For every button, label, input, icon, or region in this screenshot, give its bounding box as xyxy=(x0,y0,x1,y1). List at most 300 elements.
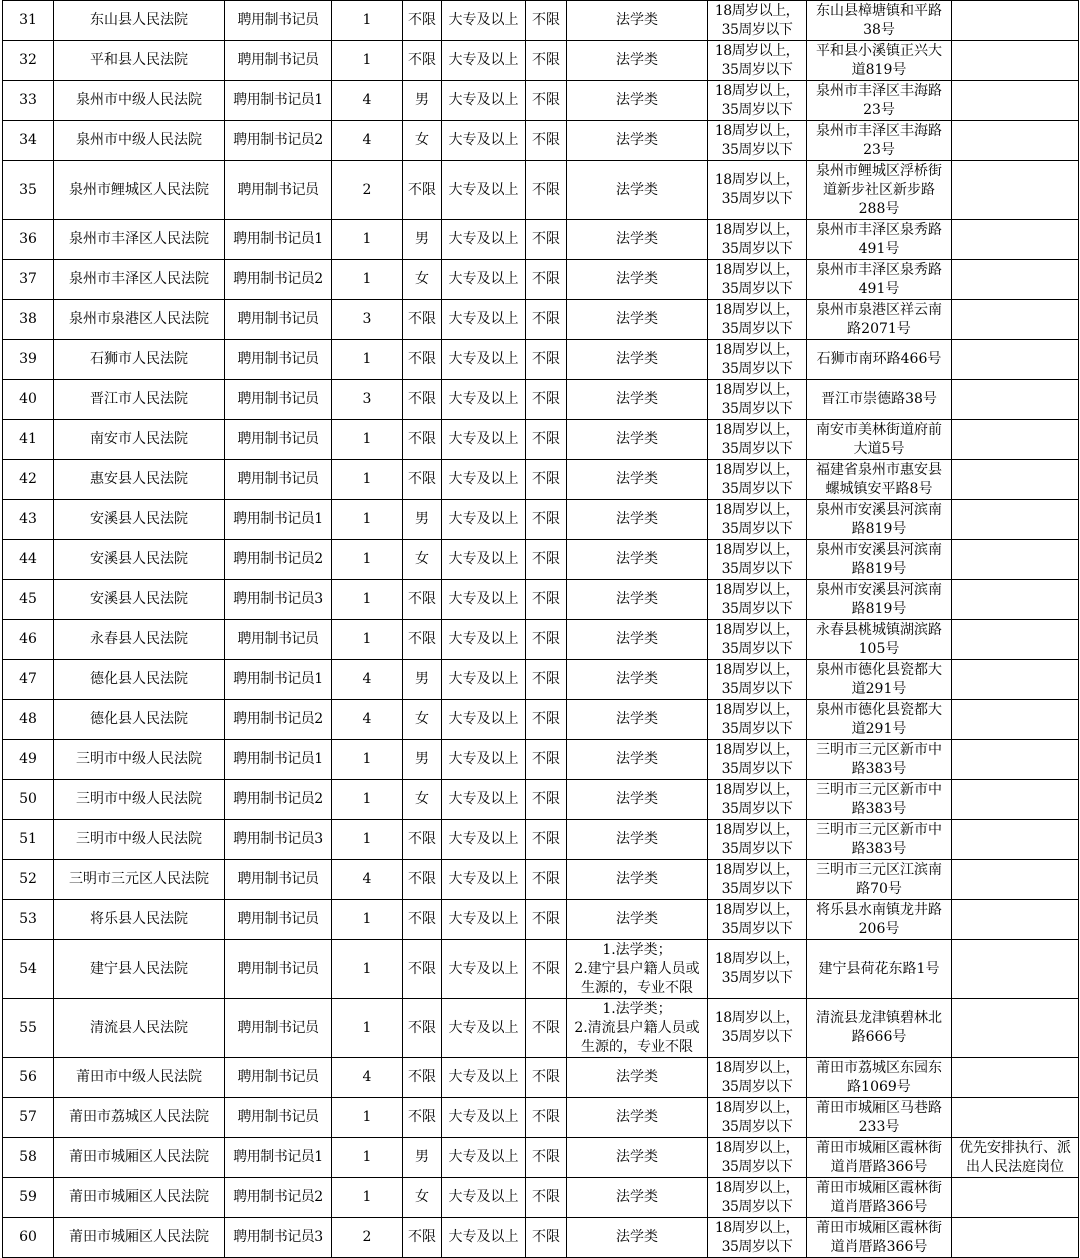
court-address: 将乐县水南镇龙井路 206号 xyxy=(807,900,952,940)
row-number: 60 xyxy=(3,1218,54,1258)
court-address: 泉州市泉港区祥云南 路2071号 xyxy=(807,300,952,340)
row-number: 46 xyxy=(3,620,54,660)
gender-requirement: 男 xyxy=(403,220,442,260)
row-number: 50 xyxy=(3,780,54,820)
position-name: 聘用制书记员 xyxy=(225,420,332,460)
row-number: 37 xyxy=(3,260,54,300)
remarks xyxy=(952,340,1079,380)
court-address: 泉州市德化县瓷都大 道291号 xyxy=(807,700,952,740)
gender-requirement: 不限 xyxy=(403,420,442,460)
row-number: 33 xyxy=(3,81,54,121)
gender-requirement: 女 xyxy=(403,700,442,740)
court-address: 清流县龙津镇碧林北 路666号 xyxy=(807,999,952,1058)
degree-requirement: 不限 xyxy=(526,260,567,300)
major-requirement: 法学类 xyxy=(567,860,708,900)
hire-count: 1 xyxy=(332,900,403,940)
position-name: 聘用制书记员1 xyxy=(225,500,332,540)
court-name: 德化县人民法院 xyxy=(54,700,225,740)
age-requirement: 18周岁以上， 35周岁以下 xyxy=(708,420,807,460)
remarks xyxy=(952,660,1079,700)
row-number: 41 xyxy=(3,420,54,460)
court-name: 莆田市城厢区人民法院 xyxy=(54,1178,225,1218)
position-name: 聘用制书记员2 xyxy=(225,121,332,161)
education-requirement: 大专及以上 xyxy=(442,860,526,900)
major-requirement: 法学类 xyxy=(567,1178,708,1218)
position-name: 聘用制书记员 xyxy=(225,860,332,900)
major-requirement: 法学类 xyxy=(567,81,708,121)
age-requirement: 18周岁以上， 35周岁以下 xyxy=(708,940,807,999)
court-name: 平和县人民法院 xyxy=(54,41,225,81)
table-row xyxy=(3,660,1079,700)
age-requirement: 18周岁以上， 35周岁以下 xyxy=(708,161,807,220)
gender-requirement: 不限 xyxy=(403,460,442,500)
court-name: 清流县人民法院 xyxy=(54,999,225,1058)
hire-count: 1 xyxy=(332,1178,403,1218)
gender-requirement: 不限 xyxy=(403,1,442,41)
major-requirement: 法学类 xyxy=(567,820,708,860)
position-name: 聘用制书记员 xyxy=(225,340,332,380)
hire-count: 1 xyxy=(332,340,403,380)
hire-count: 4 xyxy=(332,860,403,900)
court-address: 永春县桃城镇湖滨路 105号 xyxy=(807,620,952,660)
age-requirement: 18周岁以上， 35周岁以下 xyxy=(708,460,807,500)
gender-requirement: 男 xyxy=(403,1138,442,1178)
major-requirement: 1.法学类； 2.建宁县户籍人员或 生源的，专业不限 xyxy=(567,940,708,999)
major-requirement: 法学类 xyxy=(567,260,708,300)
major-requirement: 法学类 xyxy=(567,420,708,460)
remarks xyxy=(952,121,1079,161)
major-requirement: 法学类 xyxy=(567,740,708,780)
education-requirement: 大专及以上 xyxy=(442,999,526,1058)
remarks xyxy=(952,620,1079,660)
table-row xyxy=(3,420,1079,460)
major-requirement: 法学类 xyxy=(567,380,708,420)
table-row xyxy=(3,1,1079,41)
degree-requirement: 不限 xyxy=(526,700,567,740)
court-name: 德化县人民法院 xyxy=(54,660,225,700)
court-address: 石狮市南环路466号 xyxy=(807,340,952,380)
court-name: 建宁县人民法院 xyxy=(54,940,225,999)
gender-requirement: 男 xyxy=(403,740,442,780)
position-name: 聘用制书记员 xyxy=(225,380,332,420)
age-requirement: 18周岁以上， 35周岁以下 xyxy=(708,860,807,900)
education-requirement: 大专及以上 xyxy=(442,220,526,260)
court-address: 三明市三元区新市中 路383号 xyxy=(807,780,952,820)
table-row xyxy=(3,1138,1079,1178)
row-number: 59 xyxy=(3,1178,54,1218)
age-requirement: 18周岁以上， 35周岁以下 xyxy=(708,1218,807,1258)
age-requirement: 18周岁以上， 35周岁以下 xyxy=(708,81,807,121)
degree-requirement: 不限 xyxy=(526,740,567,780)
row-number: 58 xyxy=(3,1138,54,1178)
gender-requirement: 不限 xyxy=(403,580,442,620)
remarks xyxy=(952,460,1079,500)
remarks xyxy=(952,940,1079,999)
age-requirement: 18周岁以上， 35周岁以下 xyxy=(708,740,807,780)
education-requirement: 大专及以上 xyxy=(442,660,526,700)
remarks xyxy=(952,1,1079,41)
hire-count: 1 xyxy=(332,420,403,460)
court-name: 将乐县人民法院 xyxy=(54,900,225,940)
table-row xyxy=(3,500,1079,540)
degree-requirement: 不限 xyxy=(526,121,567,161)
age-requirement: 18周岁以上， 35周岁以下 xyxy=(708,220,807,260)
education-requirement: 大专及以上 xyxy=(442,500,526,540)
major-requirement: 法学类 xyxy=(567,161,708,220)
gender-requirement: 不限 xyxy=(403,900,442,940)
remarks xyxy=(952,540,1079,580)
age-requirement: 18周岁以上， 35周岁以下 xyxy=(708,1,807,41)
major-requirement: 法学类 xyxy=(567,300,708,340)
education-requirement: 大专及以上 xyxy=(442,1,526,41)
hire-count: 1 xyxy=(332,820,403,860)
hire-count: 1 xyxy=(332,940,403,999)
table-row xyxy=(3,41,1079,81)
remarks xyxy=(952,860,1079,900)
table-row xyxy=(3,700,1079,740)
education-requirement: 大专及以上 xyxy=(442,380,526,420)
court-address: 福建省泉州市惠安县 螺城镇安平路8号 xyxy=(807,460,952,500)
age-requirement: 18周岁以上， 35周岁以下 xyxy=(708,820,807,860)
table-row xyxy=(3,580,1079,620)
degree-requirement: 不限 xyxy=(526,41,567,81)
education-requirement: 大专及以上 xyxy=(442,740,526,780)
row-number: 54 xyxy=(3,940,54,999)
row-number: 31 xyxy=(3,1,54,41)
row-number: 55 xyxy=(3,999,54,1058)
court-address: 泉州市丰泽区丰海路 23号 xyxy=(807,121,952,161)
major-requirement: 法学类 xyxy=(567,780,708,820)
hire-count: 1 xyxy=(332,620,403,660)
court-address: 莆田市荔城区东园东 路1069号 xyxy=(807,1058,952,1098)
court-name: 三明市中级人民法院 xyxy=(54,820,225,860)
education-requirement: 大专及以上 xyxy=(442,580,526,620)
court-name: 晋江市人民法院 xyxy=(54,380,225,420)
position-name: 聘用制书记员3 xyxy=(225,580,332,620)
table-row xyxy=(3,380,1079,420)
major-requirement: 法学类 xyxy=(567,220,708,260)
gender-requirement: 不限 xyxy=(403,300,442,340)
row-number: 57 xyxy=(3,1098,54,1138)
row-number: 34 xyxy=(3,121,54,161)
row-number: 56 xyxy=(3,1058,54,1098)
table-row xyxy=(3,940,1079,999)
gender-requirement: 女 xyxy=(403,540,442,580)
court-address: 泉州市丰泽区泉秀路 491号 xyxy=(807,220,952,260)
remarks xyxy=(952,1058,1079,1098)
court-name: 三明市中级人民法院 xyxy=(54,780,225,820)
court-address: 东山县樟塘镇和平路 38号 xyxy=(807,1,952,41)
major-requirement: 法学类 xyxy=(567,580,708,620)
recruitment-table xyxy=(2,0,1079,1258)
row-number: 51 xyxy=(3,820,54,860)
hire-count: 1 xyxy=(332,260,403,300)
remarks xyxy=(952,740,1079,780)
gender-requirement: 不限 xyxy=(403,999,442,1058)
degree-requirement: 不限 xyxy=(526,780,567,820)
degree-requirement: 不限 xyxy=(526,81,567,121)
table-row xyxy=(3,1058,1079,1098)
position-name: 聘用制书记员2 xyxy=(225,540,332,580)
age-requirement: 18周岁以上， 35周岁以下 xyxy=(708,900,807,940)
court-name: 安溪县人民法院 xyxy=(54,500,225,540)
hire-count: 3 xyxy=(332,380,403,420)
table-row xyxy=(3,1178,1079,1218)
table-row xyxy=(3,999,1079,1058)
degree-requirement: 不限 xyxy=(526,161,567,220)
gender-requirement: 不限 xyxy=(403,1098,442,1138)
remarks xyxy=(952,780,1079,820)
position-name: 聘用制书记员 xyxy=(225,41,332,81)
age-requirement: 18周岁以上， 35周岁以下 xyxy=(708,380,807,420)
gender-requirement: 女 xyxy=(403,780,442,820)
hire-count: 3 xyxy=(332,300,403,340)
age-requirement: 18周岁以上， 35周岁以下 xyxy=(708,580,807,620)
degree-requirement: 不限 xyxy=(526,540,567,580)
degree-requirement: 不限 xyxy=(526,660,567,700)
table-row xyxy=(3,161,1079,220)
hire-count: 4 xyxy=(332,81,403,121)
position-name: 聘用制书记员 xyxy=(225,620,332,660)
table-row xyxy=(3,81,1079,121)
row-number: 53 xyxy=(3,900,54,940)
position-name: 聘用制书记员2 xyxy=(225,260,332,300)
major-requirement: 法学类 xyxy=(567,1058,708,1098)
remarks xyxy=(952,580,1079,620)
hire-count: 1 xyxy=(332,1098,403,1138)
table-row xyxy=(3,860,1079,900)
education-requirement: 大专及以上 xyxy=(442,1218,526,1258)
row-number: 52 xyxy=(3,860,54,900)
court-address: 莆田市城厢区霞林街 道肖厝路366号 xyxy=(807,1138,952,1178)
table-row xyxy=(3,820,1079,860)
education-requirement: 大专及以上 xyxy=(442,780,526,820)
court-address: 平和县小溪镇正兴大 道819号 xyxy=(807,41,952,81)
court-name: 泉州市鲤城区人民法院 xyxy=(54,161,225,220)
age-requirement: 18周岁以上， 35周岁以下 xyxy=(708,1138,807,1178)
row-number: 39 xyxy=(3,340,54,380)
degree-requirement: 不限 xyxy=(526,340,567,380)
gender-requirement: 女 xyxy=(403,1178,442,1218)
major-requirement: 法学类 xyxy=(567,620,708,660)
major-requirement: 法学类 xyxy=(567,500,708,540)
gender-requirement: 女 xyxy=(403,260,442,300)
major-requirement: 法学类 xyxy=(567,660,708,700)
court-address: 建宁县荷花东路1号 xyxy=(807,940,952,999)
hire-count: 4 xyxy=(332,700,403,740)
gender-requirement: 男 xyxy=(403,81,442,121)
gender-requirement: 不限 xyxy=(403,1058,442,1098)
education-requirement: 大专及以上 xyxy=(442,900,526,940)
education-requirement: 大专及以上 xyxy=(442,81,526,121)
hire-count: 1 xyxy=(332,780,403,820)
major-requirement: 法学类 xyxy=(567,900,708,940)
gender-requirement: 不限 xyxy=(403,1218,442,1258)
court-address: 泉州市丰泽区泉秀路 491号 xyxy=(807,260,952,300)
gender-requirement: 不限 xyxy=(403,340,442,380)
age-requirement: 18周岁以上， 35周岁以下 xyxy=(708,41,807,81)
degree-requirement: 不限 xyxy=(526,1058,567,1098)
court-address: 泉州市鲤城区浮桥街 道新步社区新步路 288号 xyxy=(807,161,952,220)
gender-requirement: 不限 xyxy=(403,380,442,420)
remarks xyxy=(952,1218,1079,1258)
court-name: 莆田市城厢区人民法院 xyxy=(54,1138,225,1178)
table-row xyxy=(3,260,1079,300)
age-requirement: 18周岁以上， 35周岁以下 xyxy=(708,700,807,740)
position-name: 聘用制书记员2 xyxy=(225,1178,332,1218)
position-name: 聘用制书记员 xyxy=(225,1098,332,1138)
row-number: 35 xyxy=(3,161,54,220)
table-row xyxy=(3,220,1079,260)
degree-requirement: 不限 xyxy=(526,999,567,1058)
education-requirement: 大专及以上 xyxy=(442,460,526,500)
degree-requirement: 不限 xyxy=(526,1,567,41)
hire-count: 2 xyxy=(332,1218,403,1258)
court-name: 惠安县人民法院 xyxy=(54,460,225,500)
degree-requirement: 不限 xyxy=(526,380,567,420)
table-row xyxy=(3,460,1079,500)
table-row xyxy=(3,1098,1079,1138)
position-name: 聘用制书记员1 xyxy=(225,660,332,700)
major-requirement: 1.法学类； 2.清流县户籍人员或 生源的，专业不限 xyxy=(567,999,708,1058)
court-address: 三明市三元区新市中 路383号 xyxy=(807,820,952,860)
position-name: 聘用制书记员3 xyxy=(225,1218,332,1258)
position-name: 聘用制书记员1 xyxy=(225,81,332,121)
court-name: 安溪县人民法院 xyxy=(54,580,225,620)
position-name: 聘用制书记员2 xyxy=(225,700,332,740)
court-name: 三明市中级人民法院 xyxy=(54,740,225,780)
education-requirement: 大专及以上 xyxy=(442,1098,526,1138)
education-requirement: 大专及以上 xyxy=(442,161,526,220)
row-number: 48 xyxy=(3,700,54,740)
court-name: 莆田市荔城区人民法院 xyxy=(54,1098,225,1138)
court-name: 泉州市丰泽区人民法院 xyxy=(54,260,225,300)
education-requirement: 大专及以上 xyxy=(442,620,526,660)
position-name: 聘用制书记员1 xyxy=(225,1138,332,1178)
degree-requirement: 不限 xyxy=(526,860,567,900)
court-address: 三明市三元区江滨南 路70号 xyxy=(807,860,952,900)
major-requirement: 法学类 xyxy=(567,460,708,500)
age-requirement: 18周岁以上， 35周岁以下 xyxy=(708,1178,807,1218)
degree-requirement: 不限 xyxy=(526,220,567,260)
hire-count: 1 xyxy=(332,220,403,260)
gender-requirement: 女 xyxy=(403,121,442,161)
education-requirement: 大专及以上 xyxy=(442,420,526,460)
hire-count: 1 xyxy=(332,540,403,580)
age-requirement: 18周岁以上， 35周岁以下 xyxy=(708,780,807,820)
court-name: 三明市三元区人民法院 xyxy=(54,860,225,900)
court-name: 泉州市泉港区人民法院 xyxy=(54,300,225,340)
age-requirement: 18周岁以上， 35周岁以下 xyxy=(708,1058,807,1098)
hire-count: 4 xyxy=(332,1058,403,1098)
major-requirement: 法学类 xyxy=(567,540,708,580)
row-number: 43 xyxy=(3,500,54,540)
position-name: 聘用制书记员 xyxy=(225,161,332,220)
degree-requirement: 不限 xyxy=(526,420,567,460)
court-address: 泉州市安溪县河滨南 路819号 xyxy=(807,540,952,580)
court-address: 南安市美林街道府前 大道5号 xyxy=(807,420,952,460)
hire-count: 1 xyxy=(332,41,403,81)
education-requirement: 大专及以上 xyxy=(442,1178,526,1218)
remarks xyxy=(952,300,1079,340)
education-requirement: 大专及以上 xyxy=(442,121,526,161)
court-address: 泉州市丰泽区丰海路 23号 xyxy=(807,81,952,121)
table-row xyxy=(3,780,1079,820)
hire-count: 1 xyxy=(332,1,403,41)
row-number: 42 xyxy=(3,460,54,500)
court-name: 东山县人民法院 xyxy=(54,1,225,41)
row-number: 40 xyxy=(3,380,54,420)
table-row xyxy=(3,620,1079,660)
row-number: 38 xyxy=(3,300,54,340)
degree-requirement: 不限 xyxy=(526,1218,567,1258)
remarks xyxy=(952,900,1079,940)
degree-requirement: 不限 xyxy=(526,900,567,940)
gender-requirement: 不限 xyxy=(403,860,442,900)
remarks xyxy=(952,41,1079,81)
education-requirement: 大专及以上 xyxy=(442,1058,526,1098)
court-name: 泉州市中级人民法院 xyxy=(54,121,225,161)
hire-count: 4 xyxy=(332,121,403,161)
position-name: 聘用制书记员 xyxy=(225,300,332,340)
age-requirement: 18周岁以上， 35周岁以下 xyxy=(708,540,807,580)
row-number: 44 xyxy=(3,540,54,580)
court-address: 莆田市城厢区马巷路 233号 xyxy=(807,1098,952,1138)
education-requirement: 大专及以上 xyxy=(442,260,526,300)
hire-count: 2 xyxy=(332,161,403,220)
degree-requirement: 不限 xyxy=(526,580,567,620)
age-requirement: 18周岁以上， 35周岁以下 xyxy=(708,500,807,540)
gender-requirement: 男 xyxy=(403,660,442,700)
remarks: 优先安排执行、派 出人民法庭岗位 xyxy=(952,1138,1079,1178)
education-requirement: 大专及以上 xyxy=(442,41,526,81)
remarks xyxy=(952,81,1079,121)
court-address: 莆田市城厢区霞林街 道肖厝路366号 xyxy=(807,1218,952,1258)
court-name: 莆田市城厢区人民法院 xyxy=(54,1218,225,1258)
degree-requirement: 不限 xyxy=(526,820,567,860)
table-row xyxy=(3,340,1079,380)
table-body xyxy=(3,1,1079,1258)
row-number: 32 xyxy=(3,41,54,81)
remarks xyxy=(952,500,1079,540)
table-row xyxy=(3,1218,1079,1258)
table-row xyxy=(3,740,1079,780)
hire-count: 1 xyxy=(332,460,403,500)
court-address: 泉州市德化县瓷都大 道291号 xyxy=(807,660,952,700)
position-name: 聘用制书记员1 xyxy=(225,220,332,260)
major-requirement: 法学类 xyxy=(567,1218,708,1258)
education-requirement: 大专及以上 xyxy=(442,940,526,999)
hire-count: 1 xyxy=(332,999,403,1058)
court-name: 安溪县人民法院 xyxy=(54,540,225,580)
major-requirement: 法学类 xyxy=(567,340,708,380)
table-row xyxy=(3,300,1079,340)
court-address: 莆田市城厢区霞林街 道肖厝路366号 xyxy=(807,1178,952,1218)
court-name: 南安市人民法院 xyxy=(54,420,225,460)
education-requirement: 大专及以上 xyxy=(442,340,526,380)
court-name: 莆田市中级人民法院 xyxy=(54,1058,225,1098)
remarks xyxy=(952,1178,1079,1218)
position-name: 聘用制书记员 xyxy=(225,999,332,1058)
hire-count: 1 xyxy=(332,1138,403,1178)
major-requirement: 法学类 xyxy=(567,700,708,740)
row-number: 45 xyxy=(3,580,54,620)
position-name: 聘用制书记员 xyxy=(225,900,332,940)
position-name: 聘用制书记员1 xyxy=(225,740,332,780)
age-requirement: 18周岁以上， 35周岁以下 xyxy=(708,999,807,1058)
remarks xyxy=(952,260,1079,300)
table-row xyxy=(3,121,1079,161)
